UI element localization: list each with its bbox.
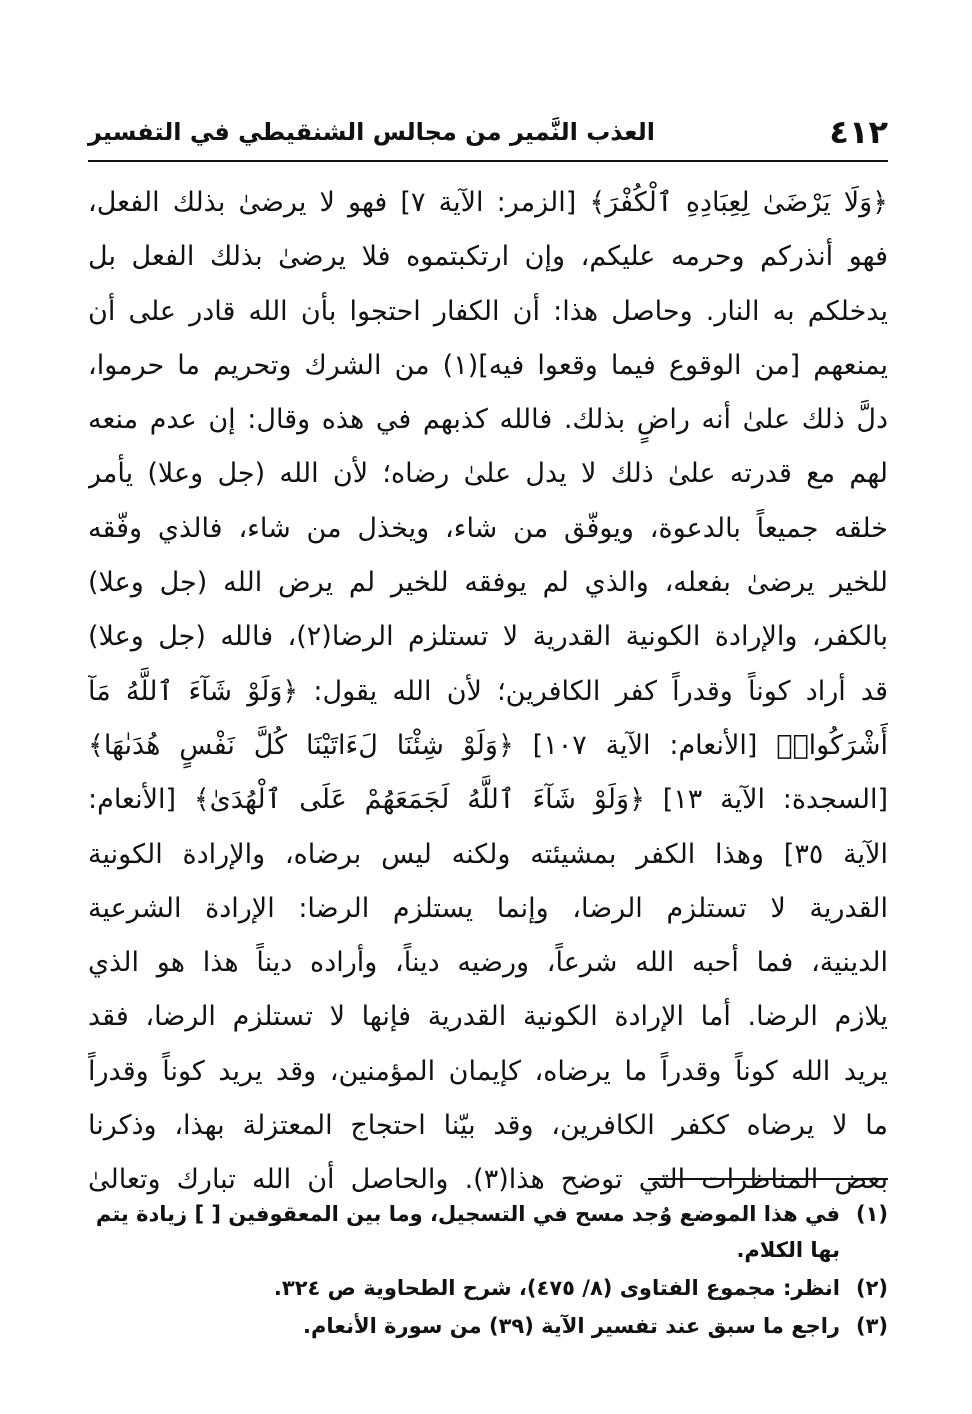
text-line: قد أراد كوناً وقدراً كفر الكافرين؛ لأن الله يقول: ﴿وَلَوْ شَآءَ ٱللَّهُ مَآ xyxy=(88,675,888,707)
text-line: يلازم الرضا. أما الإرادة الكونية القدرية فإنها لا تستلزم الرضا، فقد xyxy=(88,1001,888,1033)
text-line: القدرية لا تستلزم الرضا، وإنما يستلزم الرضا: الإرادة الشرعية xyxy=(88,892,888,924)
footnote-2 xyxy=(88,1270,888,1306)
text-line: بالكفر، والإرادة الكونية القدرية لا تستلزم الرضا(٢)، فالله (جل وعلا) xyxy=(88,621,888,653)
page-number: ٤١٢ xyxy=(829,113,888,151)
text-line: يريد الله كوناً وقدراً ما يرضاه، كإيمان المؤمنين، وقد يريد كوناً وقدراً xyxy=(88,1055,888,1087)
text-line: [السجدة: الآية ١٣] ﴿وَلَوْ شَآءَ ٱللَّهُ لَجَمَعَهُمْ عَلَى ٱلْهُدَىٰ﴾ [الأنعام: xyxy=(88,784,888,816)
text-line: دلَّ ذلك علىٰ أنه راضٍ بذلك. فالله كذبهم في هذه وقال: إن عدم منعه xyxy=(88,404,888,436)
header-divider xyxy=(88,160,888,162)
text-line: بعض المناظرات التي توضح هذا(٣). والحاصل أن الله تبارك وتعالىٰ xyxy=(88,1164,888,1196)
footnote-mark: (١) xyxy=(855,1202,888,1226)
text-line: أَشْرَكُوا۟﴾ [الأنعام: الآية ١٠٧] ﴿وَلَوْ شِئْنَا لَءَاتَيْنَا كُلَّ نَفْسٍ هُدَىٰهَا﴾ xyxy=(88,729,888,761)
text-line: الدينية، فما أحبه الله شرعاً، ورضيه ديناً، وأراده ديناً هذا هو الذي xyxy=(88,947,888,979)
footnote-1 xyxy=(88,1196,888,1268)
text-line: ﴿وَلَا يَرْضَىٰ لِعِبَادِهِ ٱلْكُفْرَ﴾ [الزمر: الآية ٧] فهو لا يرضىٰ بذلك الفعل، xyxy=(88,187,888,218)
text-line: فهو أنذركم وحرمه عليكم، وإن ارتكبتموه فلا يرضىٰ بذلك الفعل بل xyxy=(88,241,888,273)
running-title: العذب النَّمير من مجالس الشنقيطي في التفسير xyxy=(88,118,655,146)
main-text xyxy=(88,176,888,1208)
text-line: يمنعهم [من الوقوع فيما وقعوا فيه](١) من الشرك وتحريم ما حرموا، xyxy=(88,349,888,381)
text-line: يدخلكم به النار. وحاصل هذا: أن الكفار احتجوا بأن الله قادر على أن xyxy=(88,295,888,327)
footnote-mark: (٢) xyxy=(855,1276,888,1300)
footnote-divider xyxy=(648,1178,888,1180)
text-line: الآية ٣٥] وهذا الكفر بمشيئته ولكنه ليس برضاه، والإرادة الكونية xyxy=(88,838,888,870)
text-line: لهم مع قدرته علىٰ ذلك لا يدل علىٰ رضاه؛ لأن الله (جل وعلا) يأمر xyxy=(88,458,888,490)
text-line: للخير يرضىٰ بفعله، والذي لم يوفقه للخير لم يرض الله (جل وعلا) xyxy=(88,567,888,599)
footnotes xyxy=(88,1196,888,1346)
footnote-mark: (٣) xyxy=(855,1314,888,1338)
footnote-text: في هذا الموضع وُجد مسح في التسجيل، وما بين المعقوفين [ ] زيادة يتم بها الكلام. xyxy=(95,1202,840,1262)
text-line: خلقه جميعاً بالدعوة، ويوفّق من شاء، ويخذل من شاء، فالذي وفّقه xyxy=(88,512,888,544)
text-line: ما لا يرضاه ككفر الكافرين، وقد بيّنا احتجاج المعتزلة بهذا، وذكرنا xyxy=(88,1110,888,1142)
page-header xyxy=(88,112,888,152)
footnote-text: انظر: مجموع الفتاوى (٨/ ٤٧٥)، شرح الطحاوية ص ٣٢٤. xyxy=(273,1276,840,1300)
footnote-3 xyxy=(88,1308,888,1344)
footnote-text: راجع ما سبق عند تفسير الآية (٣٩) من سورة الأنعام. xyxy=(303,1314,840,1338)
